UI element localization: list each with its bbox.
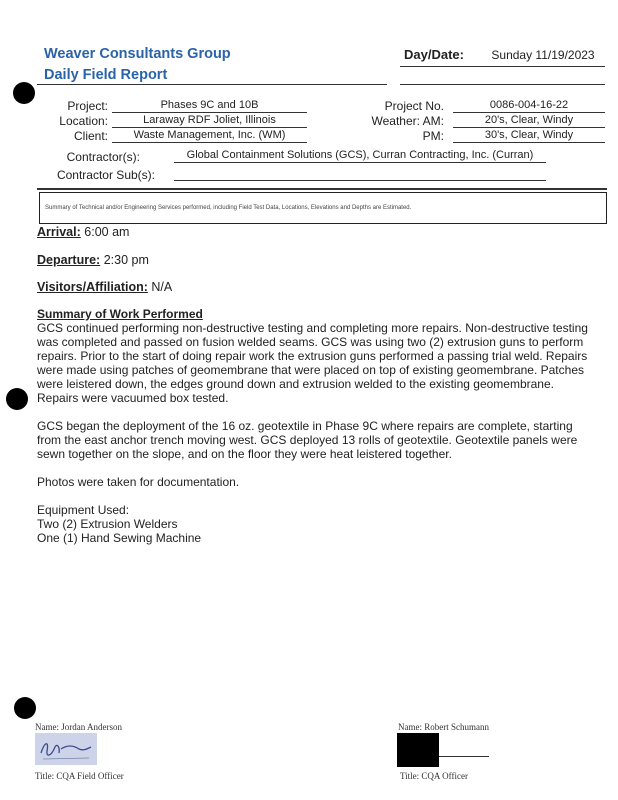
daydate-underline [400,66,605,67]
work-heading-row [37,307,203,321]
equipment-heading: Equipment Used: [37,503,130,517]
project-value: Phases 9C and 10B [112,98,307,113]
daydate-value: Sunday 11/19/2023 [491,48,595,62]
right-signature-redaction [397,733,439,767]
location-label: Location: [59,114,108,128]
pm-value: 30's, Clear, Windy [453,128,605,143]
project-no-label: Project No. [384,99,444,113]
contractor-subs-value [174,166,546,181]
client-value: Waste Management, Inc. (WM) [112,128,307,143]
contractors-label: Contractor(s): [66,150,140,164]
project-label: Project: [67,99,108,113]
right-signer-title: Title: CQA Officer [400,771,469,781]
contractors-value: Global Containment Solutions (GCS), Curran Contracting, Inc. (Curran) [174,148,546,163]
arrival-row [37,225,129,239]
departure-label: Departure: [37,253,101,267]
punch-hole-top [13,82,35,104]
weather-am-label: Weather: AM: [371,114,444,128]
right-signature-line [439,756,489,757]
equipment-item-2: One (1) Hand Sewing Machine [37,531,202,545]
visitors-label: Visitors/Affiliation: [37,280,148,294]
header-rule-left [37,84,387,85]
section-rule [37,188,607,190]
summary-note: Summary of Technical and/or Engineering Services performed, including Field Test Data, Locations, Elevations and Depths are Estimated. [45,205,412,211]
company-name: Weaver Consultants Group [44,46,231,62]
right-signer-name: Name: Robert Schumann [398,722,489,732]
punch-hole-bottom [14,697,36,719]
left-signature-image [35,733,97,765]
work-heading: Summary of Work Performed [37,307,203,321]
client-label: Client: [73,129,108,143]
visitors-row [37,280,172,294]
work-paragraph-1: GCS continued performing non-destructive testing and completing more repairs. Non-destructive testing was completed and passed on fusion welded seams. GCS was using two (2) extrusion guns to perform repairs. Prior to the start of doing repair work the extrusion guns performed a passing trial weld. Repairs were made using patches of geomembrane that were placed on top of existing geomembrane. Patches were leistered down, the edges ground down and extrusion welded to the existing geomembrane. Repairs were vacuumed box tested. [37,321,588,405]
left-signer-title: Title: CQA Field Officer [35,771,124,781]
work-paragraph-3: Photos were taken for documentation. [37,475,240,489]
arrival-value: 6:00 am [84,225,130,239]
weather-am-value: 20's, Clear, Windy [453,113,605,128]
left-signer-name: Name: Jordan Anderson [35,722,122,732]
contractor-subs-label: Contractor Sub(s): [56,168,155,182]
project-no-value: 0086-004-16-22 [453,98,605,113]
arrival-label: Arrival: [37,225,81,239]
work-paragraph-2: GCS began the deployment of the 16 oz. geotextile in Phase 9C where repairs are complete, starting from the east anchor trench moving west. GCS deployed 13 rolls of geotextile. Geotextile panels were sewn together on the slope, and on the floor they were heat leistered together. [37,419,578,461]
punch-hole-middle [6,388,28,410]
location-value: Laraway RDF Joliet, Illinois [112,113,307,128]
departure-row [37,253,149,267]
pm-label: PM: [422,129,444,143]
header-rule-right [400,84,605,85]
departure-value: 2:30 pm [103,253,149,267]
equipment-item-1: Two (2) Extrusion Welders [37,517,178,531]
daydate-label: Day/Date: [404,47,464,62]
report-title: Daily Field Report [44,67,168,83]
visitors-value: N/A [151,280,173,294]
